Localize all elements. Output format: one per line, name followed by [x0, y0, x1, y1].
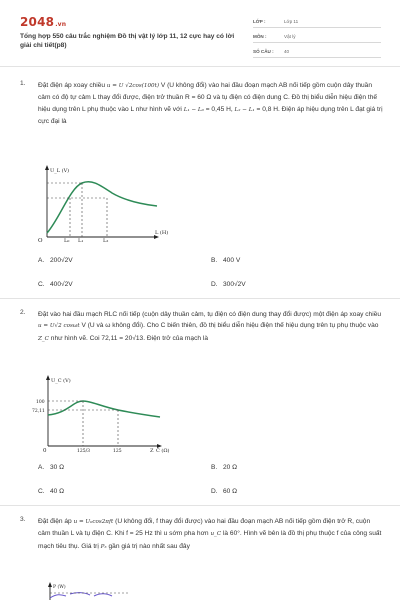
option-label: D.: [211, 488, 218, 495]
ul-curve: [47, 182, 157, 233]
option-d[interactable]: [211, 488, 237, 495]
option-c[interactable]: [38, 281, 73, 288]
option-b[interactable]: [211, 257, 240, 264]
y-axis-label: P (W): [53, 585, 66, 590]
formula: u = U₀cos2πft: [73, 519, 114, 525]
formula: L₁ − L₀: [183, 106, 204, 113]
formula: u = U √2cos(100t): [106, 83, 160, 89]
option-text: 200√2V: [50, 257, 73, 264]
y-axis-label: U_L (V): [50, 168, 70, 174]
graph-ul-vs-l: [32, 163, 182, 243]
question-number: 1.: [20, 80, 26, 87]
text-part: như hình vẽ. Coi 72,11 = 20√13. Điện trở của mạch là: [48, 334, 209, 342]
origin-label: O: [38, 238, 43, 243]
question-text: [38, 309, 384, 345]
option-text: 400 V: [223, 257, 241, 264]
formula: P₃: [100, 543, 107, 550]
option-label: D.: [211, 281, 218, 288]
option-text: 40 Ω: [50, 488, 65, 495]
logo-suffix: .vn: [55, 21, 67, 28]
meta-row-subject: [253, 30, 381, 43]
option-text: 20 Ω: [223, 464, 238, 471]
text-part: Đặt điện áp: [38, 518, 74, 525]
option-a[interactable]: [38, 257, 73, 264]
y-tick-label: 100: [36, 400, 45, 405]
question-1: [20, 80, 382, 300]
document-meta: [253, 15, 381, 60]
question-number: 3.: [20, 516, 26, 523]
formula: Z_C: [38, 335, 49, 342]
option-text: 60 Ω: [223, 488, 238, 495]
y-axis-label: U_C (V): [51, 378, 71, 384]
meta-value: Vật lý: [284, 33, 296, 39]
formula: u = U√2 cosωt: [38, 323, 80, 330]
option-text: 400√2V: [50, 281, 73, 288]
x-axis-label: Z_C (Ω): [150, 448, 170, 453]
p-curve: [50, 593, 112, 598]
meta-row-count: [253, 45, 381, 58]
graph-uc-vs-zc: [28, 373, 178, 453]
option-text: 300√2V: [223, 281, 246, 288]
option-label: B.: [211, 257, 218, 264]
tick-label: L₂: [103, 238, 109, 243]
x-tick-label: 125/3: [77, 449, 90, 453]
option-d[interactable]: [211, 281, 246, 288]
question-divider: [0, 505, 400, 506]
uc-curve: [48, 401, 160, 417]
meta-key: LỚP :: [253, 18, 266, 24]
text-part: là 60°. Hình vẽ bên là đồ thị phụ thuộc f của công suất mạch tiêu thụ. Giá trị: [38, 530, 382, 550]
option-c[interactable]: [38, 488, 64, 495]
text-part: V (U không đổi) vào hai đầu đoạn mạch AB nối tiếp gồm cuộn dây thuần cảm có độ tự cảm L thay đổi được, điện trở thuần R = 60 Ω và tụ điện có điện dung C. Đồ thị biểu diễn hiệu điện thế hiệu dụng trên L phụ thuộc vào L như hình vẽ với: [38, 82, 378, 113]
option-label: B.: [211, 464, 218, 471]
meta-value: Lớp 11: [284, 18, 299, 24]
question-3: [20, 516, 382, 600]
document-title: Tổng hợp 550 câu trắc nghiệm Đồ thị vật lý lớp 11, 12 cực hay có lời giải chi tiết(p8): [20, 33, 235, 49]
text-part: gần giá trị nào nhất sau đây: [106, 542, 190, 550]
formula: L₂ − L₁: [234, 106, 255, 113]
option-label: A.: [38, 464, 45, 471]
text-part: = 0,45 H,: [203, 105, 235, 113]
meta-key: MÔN :: [253, 33, 267, 39]
option-label: C.: [38, 488, 45, 495]
text-part: (U không đổi, f thay đổi được) vào hai đầu đoạn mạch AB nối tiếp gồm điện trở R, cuộn cảm thuần L và tụ điện C. Khi f = 25 Hz thì u sớm pha hơn: [38, 518, 371, 538]
graph-p-vs-f: [40, 582, 160, 600]
question-2: [20, 309, 382, 499]
text-part: Đặt điện áp xoay chiều: [38, 82, 107, 89]
question-text: [38, 80, 384, 128]
x-axis-label: L (H): [155, 230, 169, 236]
question-text: [38, 516, 384, 553]
header-divider: [0, 66, 400, 67]
question-divider: [0, 298, 400, 299]
option-label: C.: [38, 281, 45, 288]
logo-text: 2048: [20, 15, 55, 29]
text-part: = 0,8 H. Điện áp hiệu dụng trên L đạt giá trị cực đại là: [38, 105, 383, 126]
text-part: V (U và ω không đổi). Cho C biến thiên, đồ thị biểu diễn hiệu điện thế hiệu dụng trên tụ phụ thuộc vào: [79, 322, 379, 330]
option-a[interactable]: [38, 464, 64, 471]
origin-label: 0: [43, 448, 47, 453]
meta-value: 40: [284, 48, 290, 54]
y-tick-label: 72,11: [32, 409, 45, 414]
tick-label: L₀: [64, 238, 70, 243]
question-number: 2.: [20, 309, 26, 316]
option-b[interactable]: [211, 464, 237, 471]
y-axis-arrow: [46, 375, 50, 380]
meta-row-grade: [253, 15, 381, 28]
y-axis-arrow: [48, 582, 52, 587]
site-logo[interactable]: [20, 15, 66, 29]
text-part: Đặt vào hai đầu mạch RLC nối tiếp (cuộn dây thuần cảm, tụ điện có điện dung thay đổi được) một điện áp xoay chiều: [38, 311, 382, 318]
meta-key: SỐ CÂU :: [253, 48, 274, 54]
option-text: 30 Ω: [50, 464, 65, 471]
option-label: A.: [38, 257, 45, 264]
tick-label: L₁: [78, 238, 84, 243]
x-tick-label: 125: [113, 449, 122, 453]
formula: u_C: [210, 531, 222, 538]
y-axis-arrow: [45, 165, 49, 170]
page-header: [0, 0, 400, 62]
